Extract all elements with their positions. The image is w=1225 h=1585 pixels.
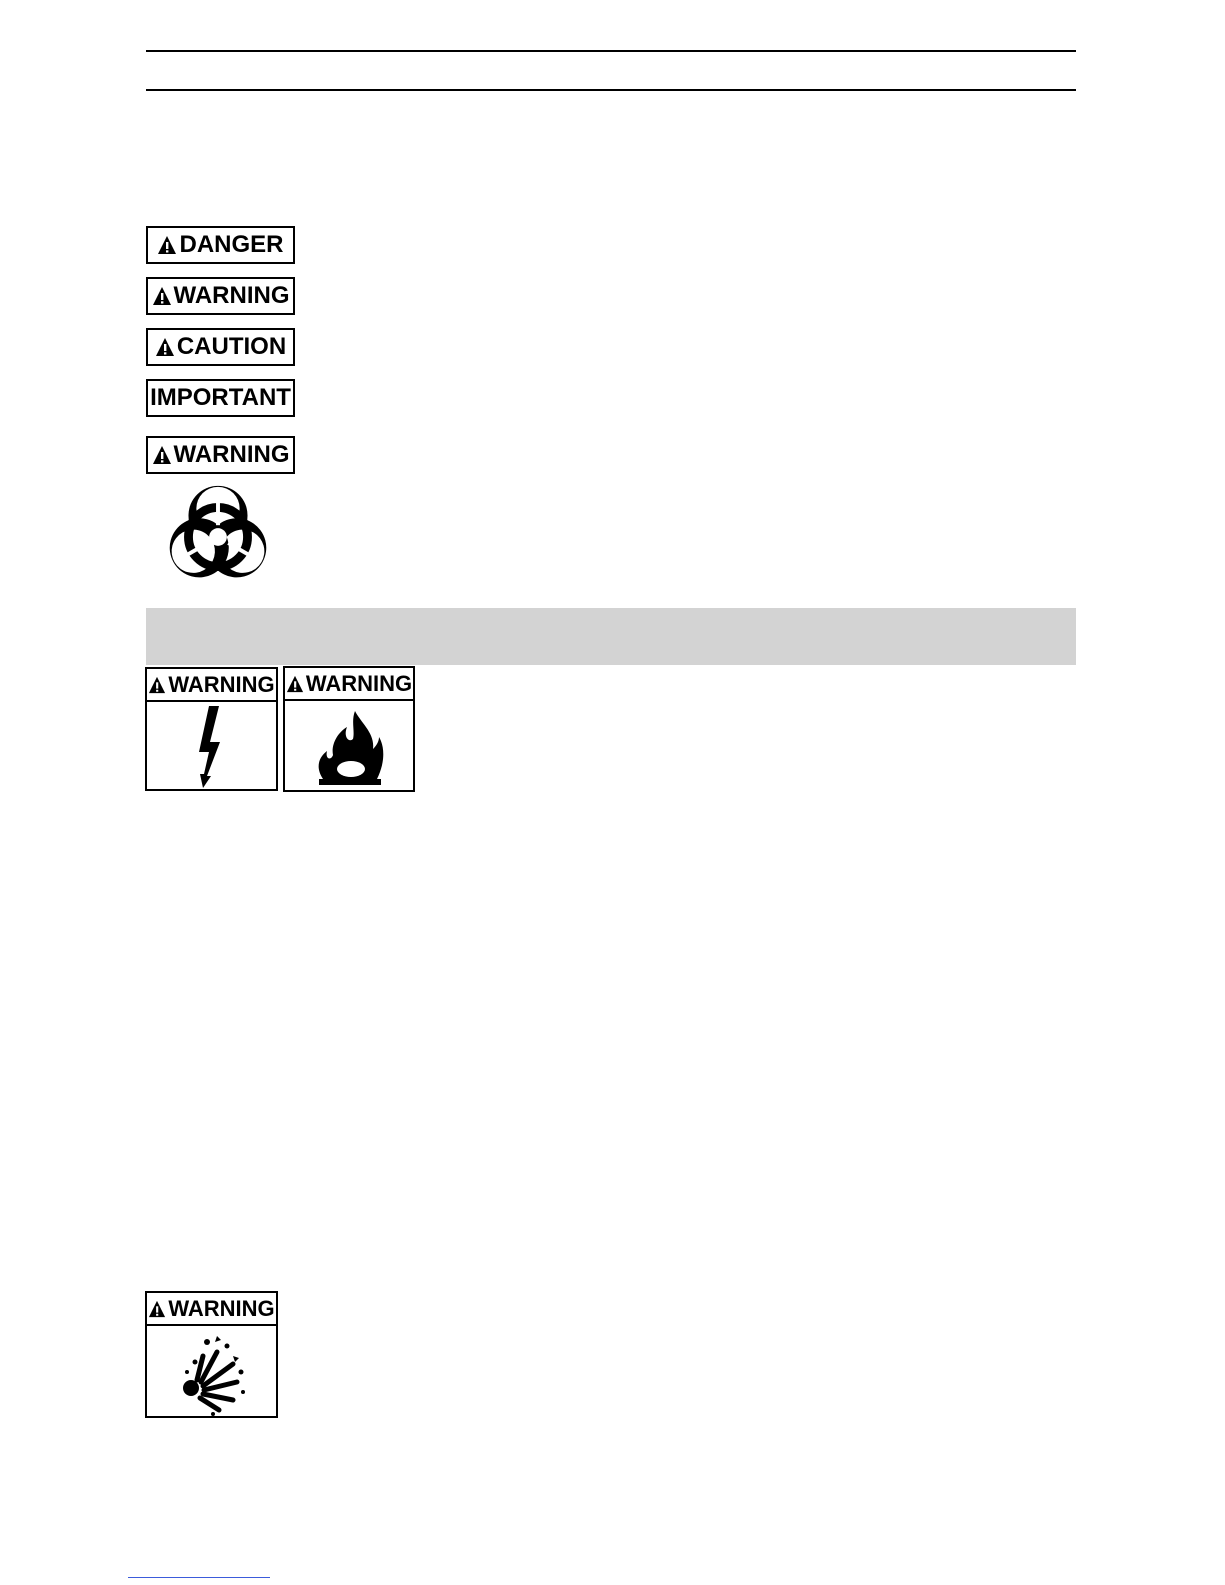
explosion-icon xyxy=(147,1326,276,1418)
fire-warning-sign xyxy=(283,666,415,792)
alert-triangle-icon xyxy=(152,445,172,465)
warning-word: WARNING xyxy=(305,670,413,696)
alert-triangle-icon xyxy=(286,675,304,693)
lightning-bolt-icon xyxy=(147,702,276,791)
section-heading-band xyxy=(146,608,1076,665)
alert-triangle-icon xyxy=(152,286,172,306)
important-signal-label xyxy=(146,379,295,417)
danger-signal-label xyxy=(146,226,295,264)
footer-underline xyxy=(128,1577,270,1578)
warning-word: WARNING xyxy=(173,282,290,309)
warning-word: WARNING xyxy=(168,671,275,697)
flame-icon xyxy=(285,701,413,792)
header-rule-top xyxy=(146,50,1076,52)
danger-word: DANGER xyxy=(179,231,284,258)
biohazard-warning-label xyxy=(146,436,295,474)
caution-word: CAUTION xyxy=(176,333,287,360)
alert-triangle-icon xyxy=(148,676,166,694)
explosion-warning-sign xyxy=(145,1291,278,1418)
header-rule-bottom xyxy=(146,89,1076,91)
sign-header xyxy=(147,669,276,702)
warning-signal-label xyxy=(146,277,295,315)
sign-header xyxy=(285,668,413,701)
biohazard-icon xyxy=(152,476,284,598)
alert-triangle-icon xyxy=(148,1300,166,1318)
caution-signal-label xyxy=(146,328,295,366)
important-word: IMPORTANT xyxy=(150,384,291,411)
electrical-warning-sign xyxy=(145,667,278,791)
sign-header xyxy=(147,1293,276,1326)
warning-word: WARNING xyxy=(168,1295,275,1321)
alert-triangle-icon xyxy=(157,235,177,255)
warning-word: WARNING xyxy=(173,441,290,468)
alert-triangle-icon xyxy=(155,337,175,357)
